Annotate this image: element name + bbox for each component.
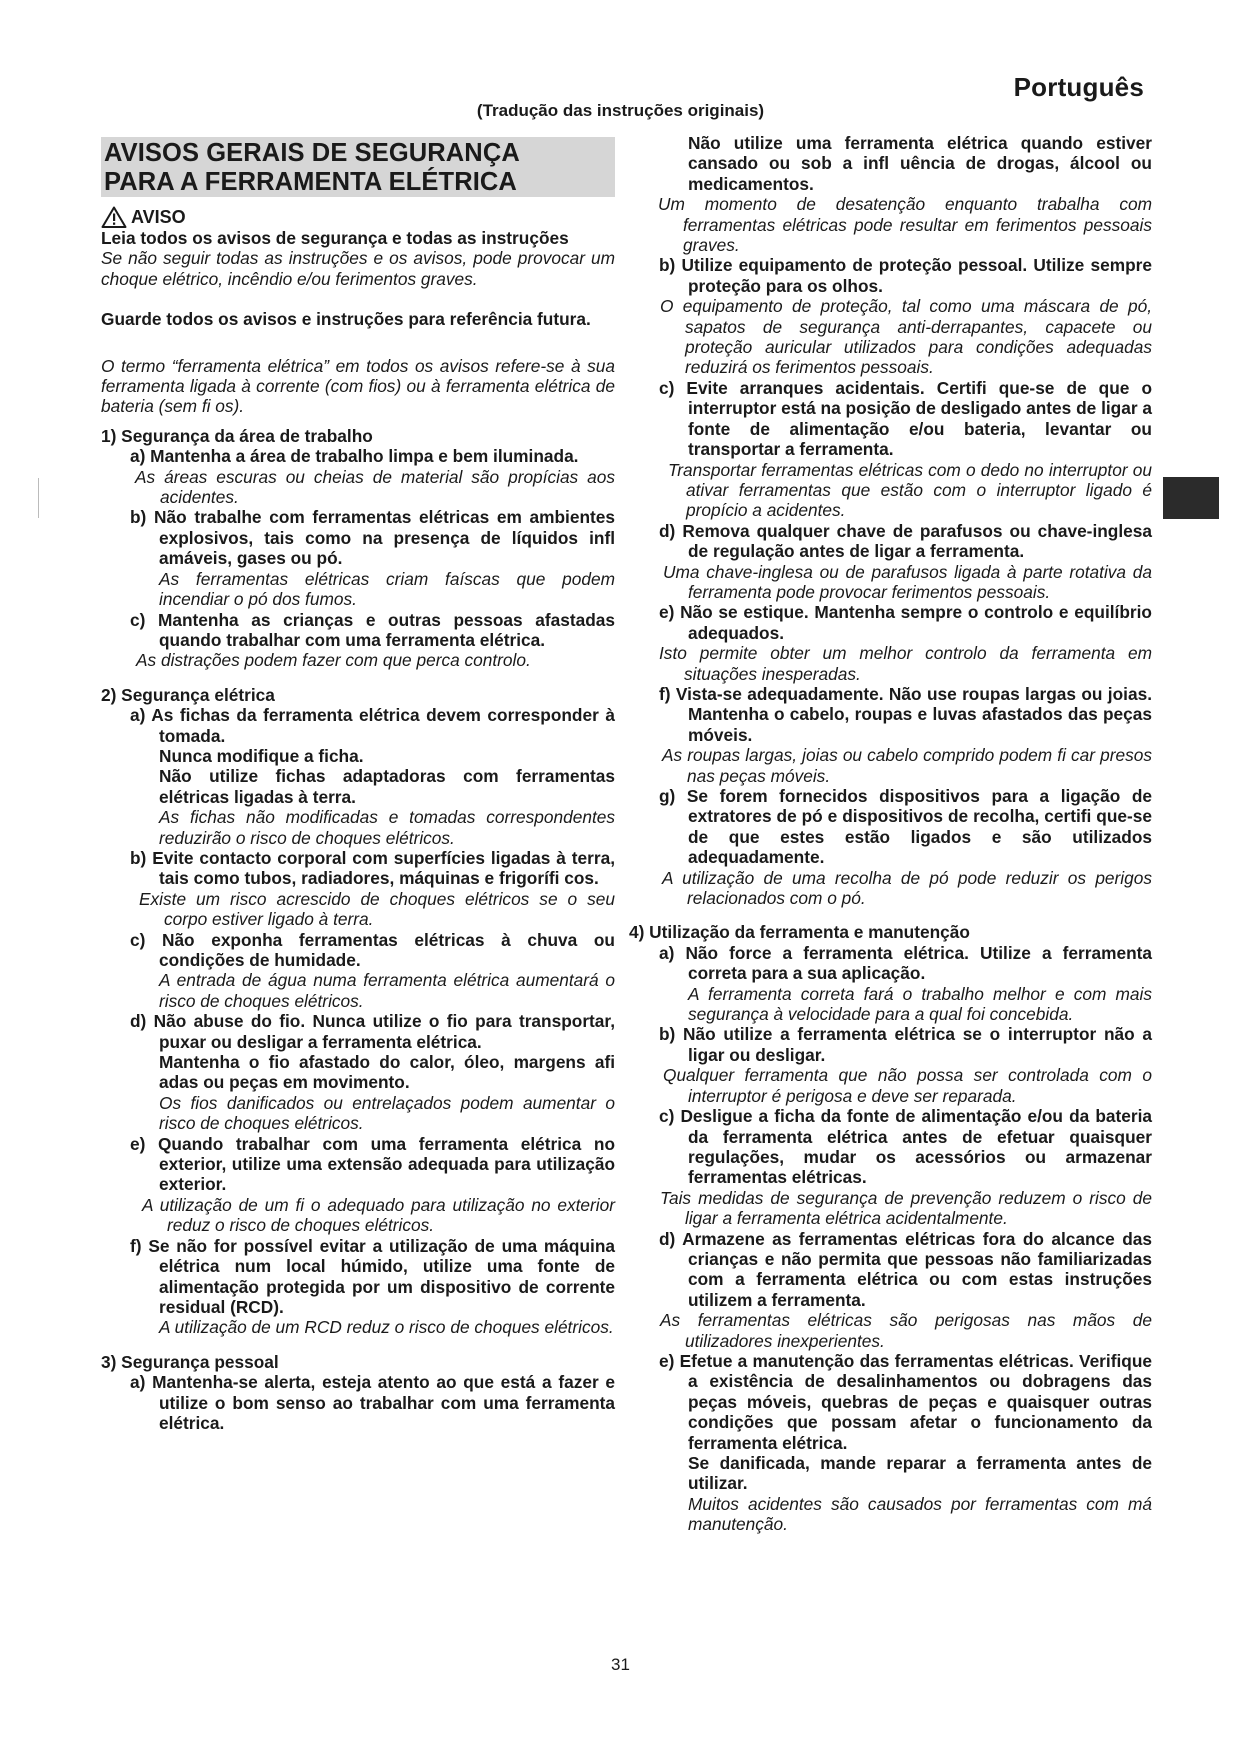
s3-item-c-note: Transportar ferramentas elétricas com o dedo no interruptor ou ativar ferramentas que estão com o interruptor ligado é propício a acidentes. — [668, 459, 1152, 521]
s2-item-e-note: A utilização de um fi o adequado para utilização no exterior reduz o risco de choques elétricos. — [142, 1194, 615, 1236]
s3-item-e-note: Isto permite obter um melhor controlo da ferramenta em situações inesperadas. — [659, 643, 1152, 684]
s4-item-a: a) Não force a ferramenta elétrica. Utilize a ferramenta correta para a sua aplicação. — [659, 942, 1152, 984]
s4-item-d-note: As ferramentas elétricas são perigosas nas mãos de utilizadores inexperientes. — [660, 1310, 1152, 1351]
margin-mark — [38, 478, 39, 518]
s2-item-f-note: A utilização de um RCD reduz o risco de choques elétricos. — [159, 1317, 614, 1338]
warning-triangle-icon — [101, 206, 127, 228]
s2-item-a-line3: Não utilize fichas adaptadoras com ferramentas elétricas ligadas à terra. — [159, 766, 615, 807]
s4-item-a-note: A ferramenta correta fará o trabalho melhor e com mais segurança à velocidade para a qual foi concebida. — [688, 983, 1152, 1025]
s2-item-d: d) Não abuse do fio. Nunca utilize o fio para transportar, puxar ou desligar a ferramenta elétrica. — [130, 1011, 615, 1052]
s3-item-g: g) Se forem fornecidos dispositivos para a ligação de extratores de pó e dispositivos de recolha, certifi que-se de que estes estão ligados e são utilizados adequadamente. — [659, 786, 1152, 868]
s2-item-d-line2: Mantenha o fio afastado do calor, óleo, margens afi adas ou peças em movimento. — [159, 1052, 615, 1093]
s1-item-a-note: As áreas escuras ou cheias de material são propícias aos acidentes. — [135, 466, 615, 508]
keep-all-warnings: Guarde todos os avisos e instruções para referência futura. — [101, 309, 591, 330]
page-number: 31 — [611, 1655, 630, 1674]
s3-item-c: c) Evite arranques acidentais. Certifi que-se de que o interruptor está na posição de desligado antes de ligar a fonte de alimentação e/ou bateria, levantar ou transportar a ferramenta. — [659, 377, 1152, 460]
read-all-warnings: Leia todos os avisos de segurança e todas as instruções — [101, 228, 569, 248]
s3-item-b-note: O equipamento de proteção, tal como uma máscara de pó, sapatos de segurança anti-derrapantes, capacete ou proteção auricular utilizados para condições adequadas reduzirá os ferimentos pessoais. — [660, 296, 1152, 378]
s1-item-b-note: As ferramentas elétricas criam faíscas que podem incendiar o pó dos fumos. — [159, 568, 615, 610]
right-column — [630, 133, 1152, 1535]
s3-item-e: e) Não se estique. Mantenha sempre o controlo e equilíbrio adequados. — [659, 602, 1152, 643]
s4-item-d: d) Armazene as ferramentas elétricas fora do alcance das crianças e não permita que pessoas não familiarizadas com a ferramenta elétrica ou com estas instruções utilizem a ferramenta. — [659, 1228, 1152, 1310]
s4-item-c: c) Desligue a ficha da fonte de alimentação e/ou da bateria da ferramenta elétrica antes de efetuar quaisquer regulações, mudar os acessórios ou armazenar ferramentas elétricas. — [659, 1106, 1152, 1188]
s3-item-d: d) Remova qualquer chave de parafusos ou chave-inglesa de regulação antes de ligar a ferramenta. — [659, 520, 1152, 562]
s2-item-a: a) As fichas da ferramenta elétrica devem corresponder à tomada. — [130, 705, 615, 746]
s4-item-b: b) Não utilize a ferramenta elétrica se o interruptor não a ligar ou desligar. — [659, 1024, 1152, 1065]
section-tab-marker — [1163, 477, 1219, 519]
s2-item-b: b) Evite contacto corporal com superfícies ligadas à terra, tais como tubos, radiadores, máquinas e frigorífi cos. — [130, 847, 615, 889]
s4-item-c-note: Tais medidas de segurança de prevenção reduzem o risco de ligar a ferramenta elétrica acidentalmente. — [660, 1187, 1152, 1229]
s2-item-a-line2: Nunca modifique a ficha. — [159, 745, 364, 766]
s2-item-d-note: Os fios danificados ou entrelaçados podem aumentar o risco de choques elétricos. — [159, 1092, 615, 1134]
s3-item-a: a) Mantenha-se alerta, esteja atento ao que está a fazer e utilize o bom senso ao trabalhar com uma ferramenta elétrica. — [130, 1372, 615, 1433]
s2-item-a-note: As fichas não modificadas e tomadas correspondentes reduzirão o risco de choques elétricos. — [159, 807, 615, 848]
section-2-title: 2) Segurança elétrica — [101, 684, 275, 705]
aviso-label: AVISO — [131, 206, 186, 227]
section-title-box — [101, 137, 615, 197]
section-1-title: 1) Segurança da área de trabalho — [101, 425, 373, 446]
s3-item-b: b) Utilize equipamento de proteção pessoal. Utilize sempre proteção para os olhos. — [659, 255, 1152, 296]
title-line-2: PARA A FERRAMENTA ELÉTRICA — [104, 168, 517, 196]
s4-item-e-line2: Se danificada, mande reparar a ferramenta antes de utilizar. — [688, 1453, 1152, 1494]
s1-item-b: b) Não trabalhe com ferramentas elétricas em ambientes explosivos, tais como na presença de líquidos infl amáveis, gases ou pó. — [130, 507, 615, 569]
s4-item-e-note: Muitos acidentes são causados por ferramentas com má manutenção. — [688, 1493, 1152, 1535]
translation-subtitle: (Tradução das instruções originais) — [476, 101, 765, 120]
s1-item-c-note: As distrações podem fazer com que perca controlo. — [136, 650, 531, 671]
aviso-heading — [101, 206, 615, 228]
s2-item-b-note: Existe um risco acrescido de choques elétricos se o seu corpo estiver ligado à terra. — [139, 888, 615, 930]
s2-item-c-note: A entrada de água numa ferramenta elétrica aumentará o risco de choques elétricos. — [159, 970, 615, 1011]
read-all-note: Se não seguir todas as instruções e os avisos, pode provocar um choque elétrico, incêndio e/ou ferimentos graves. — [101, 248, 615, 289]
s4-item-e: e) Efetue a manutenção das ferramentas elétricas. Verifique a existência de desalinhamentos ou dobragens das peças móveis, quebras de peças e quaisquer outras condições que possam afetar o funcionamento da ferramenta elétrica. — [659, 1350, 1152, 1453]
s3-item-a-line2: Não utilize uma ferramenta elétrica quando estiver cansado ou sob a infl uência de drogas, álcool ou medicamentos. — [688, 133, 1152, 194]
s2-item-c: c) Não exponha ferramentas elétricas à chuva ou condições de humidade. — [130, 929, 615, 970]
s3-item-d-note: Uma chave-inglesa ou de parafusos ligada à parte rotativa da ferramenta pode provocar ferimentos pessoais. — [663, 561, 1152, 602]
section-3-title: 3) Segurança pessoal — [101, 1351, 279, 1372]
s3-item-f-note: As roupas largas, joias ou cabelo comprido podem fi car presos nas peças móveis. — [662, 745, 1152, 786]
title-line-1: AVISOS GERAIS DE SEGURANÇA — [104, 139, 520, 167]
term-note: O termo “ferramenta elétrica” em todos os avisos refere-se à sua ferramenta ligada à corrente (com fios) ou à ferramenta elétrica de bateria (sem fi os). — [101, 355, 615, 417]
s1-item-c: c) Mantenha as crianças e outras pessoas afastadas quando trabalhar com uma ferramenta elétrica. — [130, 609, 615, 650]
section-4-title: 4) Utilização da ferramenta e manutenção — [629, 922, 970, 943]
s4-item-b-note: Qualquer ferramenta que não possa ser controlada com o interruptor é perigosa e deve ser reparada. — [663, 1065, 1152, 1106]
language-label: Português — [1013, 72, 1144, 102]
s3-item-f: f) Vista-se adequadamente. Não use roupas largas ou joias. Mantenha o cabelo, roupas e luvas afastados das peças móveis. — [659, 683, 1152, 745]
s1-item-a: a) Mantenha a área de trabalho limpa e bem iluminada. — [130, 446, 579, 467]
s3-item-g-note: A utilização de uma recolha de pó pode reduzir os perigos relacionados com o pó. — [662, 867, 1152, 909]
s2-item-f: f) Se não for possível evitar a utilização de uma máquina elétrica num local húmido, utilize uma fonte de alimentação protegida por um dispositivo de corrente residual (RCD). — [130, 1235, 615, 1317]
left-column — [101, 137, 615, 1433]
s3-item-a-note: Um momento de desatenção enquanto trabalha com ferramentas elétricas pode resultar em ferimentos pessoais graves. — [658, 194, 1152, 256]
s2-item-e: e) Quando trabalhar com uma ferramenta elétrica no exterior, utilize uma extensão adequada para utilização exterior. — [130, 1133, 615, 1195]
